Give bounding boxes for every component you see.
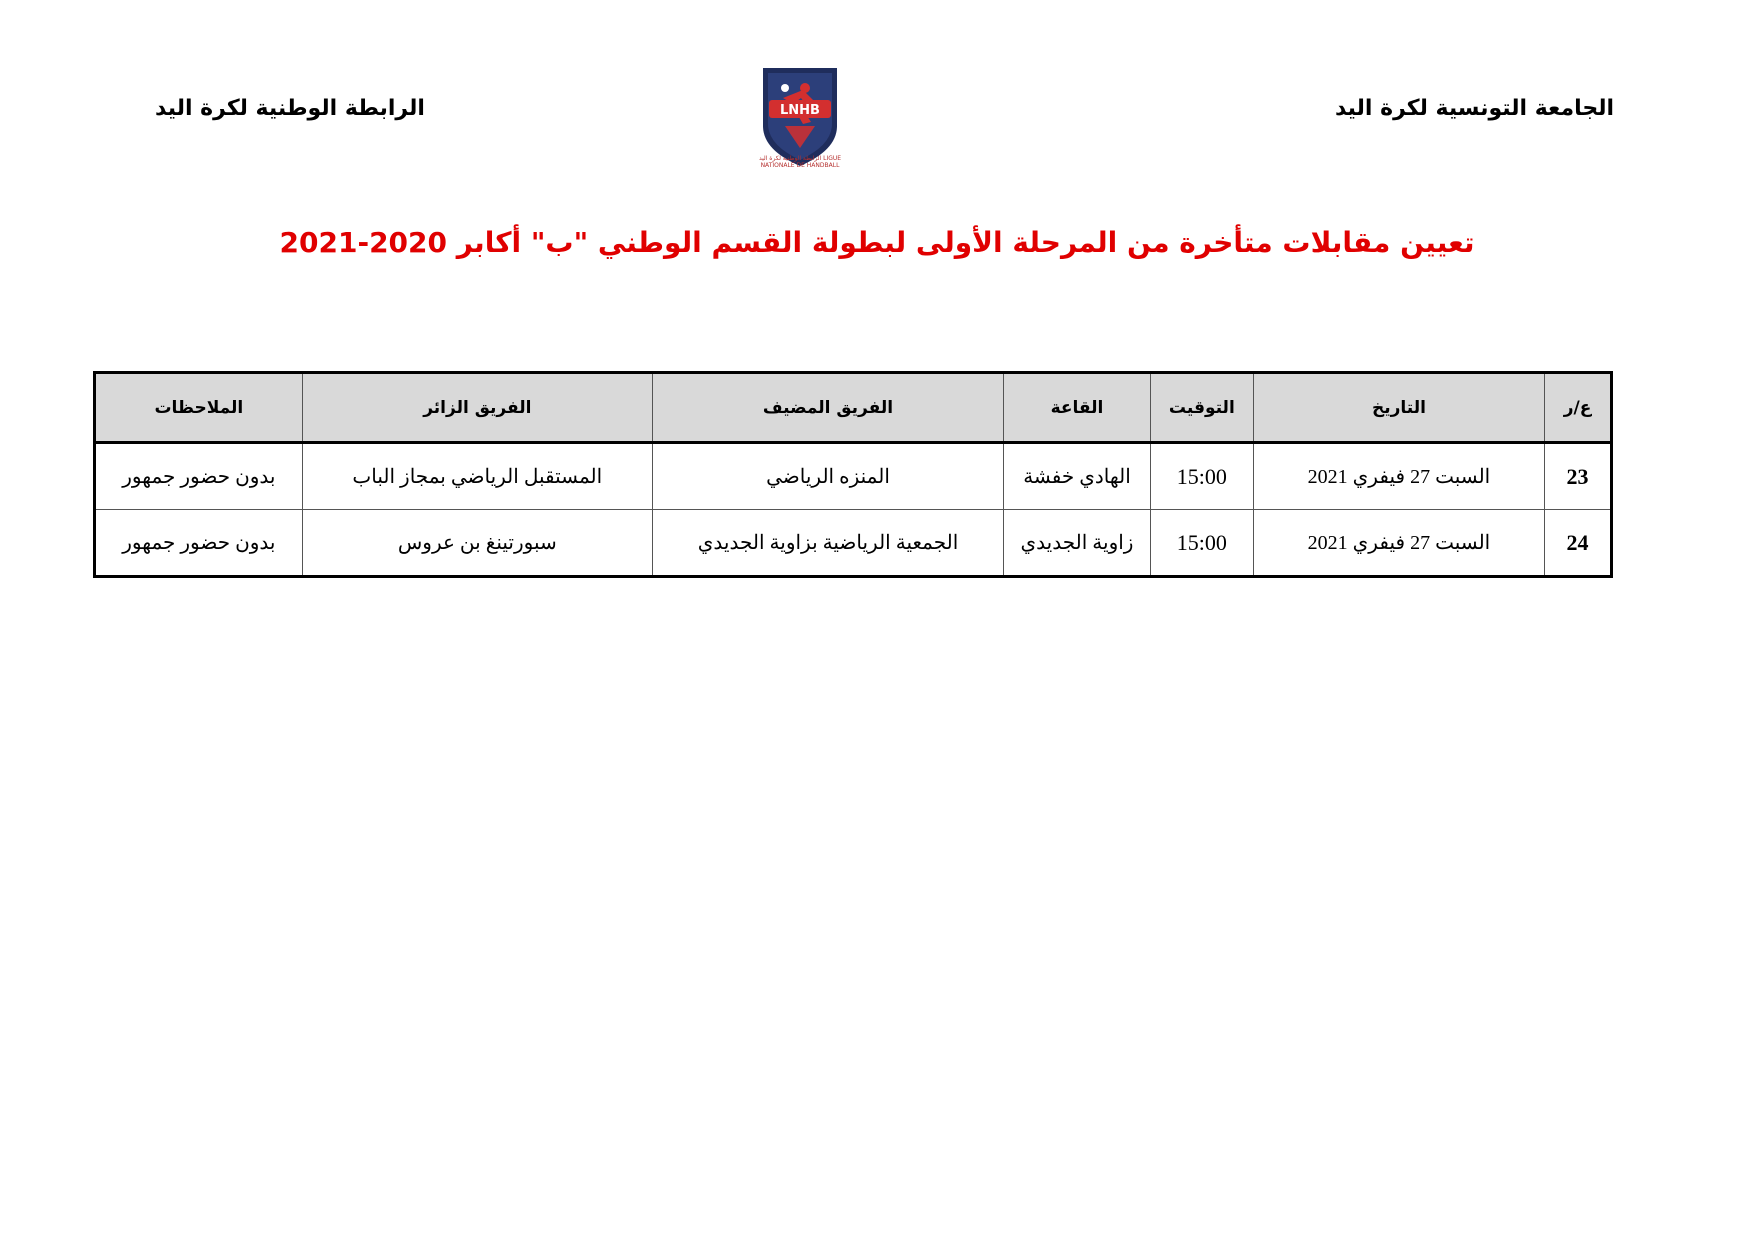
col-header-hall: القاعة: [1004, 373, 1151, 443]
page-title: تعيين مقابلات متأخرة من المرحلة الأولى لبطولة القسم الوطني "ب" أكابر 2020-2021: [279, 226, 1475, 259]
table-row: [95, 443, 1612, 510]
col-header-time: التوقيت: [1150, 373, 1253, 443]
cell-notes: بدون حضور جمهور: [95, 510, 303, 577]
cell-home-team: الجمعية الرياضية بزاوية الجديدي: [652, 510, 1003, 577]
col-header-home-team: الفريق المضيف: [652, 373, 1003, 443]
cell-away-team: المستقبل الرياضي بمجاز الباب: [302, 443, 652, 510]
cell-time: 15:00: [1150, 510, 1253, 577]
cell-notes: بدون حضور جمهور: [95, 443, 303, 510]
federation-name: الجامعة التونسية لكرة اليد: [1334, 96, 1614, 121]
cell-number: 23: [1545, 443, 1612, 510]
table-header-row: [95, 373, 1612, 443]
logo-subtitle: الرابطة الوطنية لكرة اليد LIGUE NATIONALE DE HANDBALL: [758, 155, 842, 169]
table-row: [95, 510, 1612, 577]
fixtures-table: [93, 371, 1613, 578]
col-header-away-team: الفريق الزائر: [302, 373, 652, 443]
cell-number: 24: [1545, 510, 1612, 577]
cell-date: السبت 27 فيفري 2021: [1253, 443, 1544, 510]
cell-away-team: سبورتينغ بن عروس: [302, 510, 652, 577]
col-header-number: ع/ر: [1545, 373, 1612, 443]
cell-home-team: المنزه الرياضي: [652, 443, 1003, 510]
col-header-notes: الملاحظات: [95, 373, 303, 443]
cell-hall: زاوية الجديدي: [1004, 510, 1151, 577]
lnhb-logo: [755, 62, 845, 170]
cell-time: 15:00: [1150, 443, 1253, 510]
logo-text: LNHB: [780, 103, 820, 118]
cell-date: السبت 27 فيفري 2021: [1253, 510, 1544, 577]
cell-hall: الهادي خفشة: [1004, 443, 1151, 510]
league-name: الرابطة الوطنية لكرة اليد: [155, 96, 425, 121]
col-header-date: التاريخ: [1253, 373, 1544, 443]
